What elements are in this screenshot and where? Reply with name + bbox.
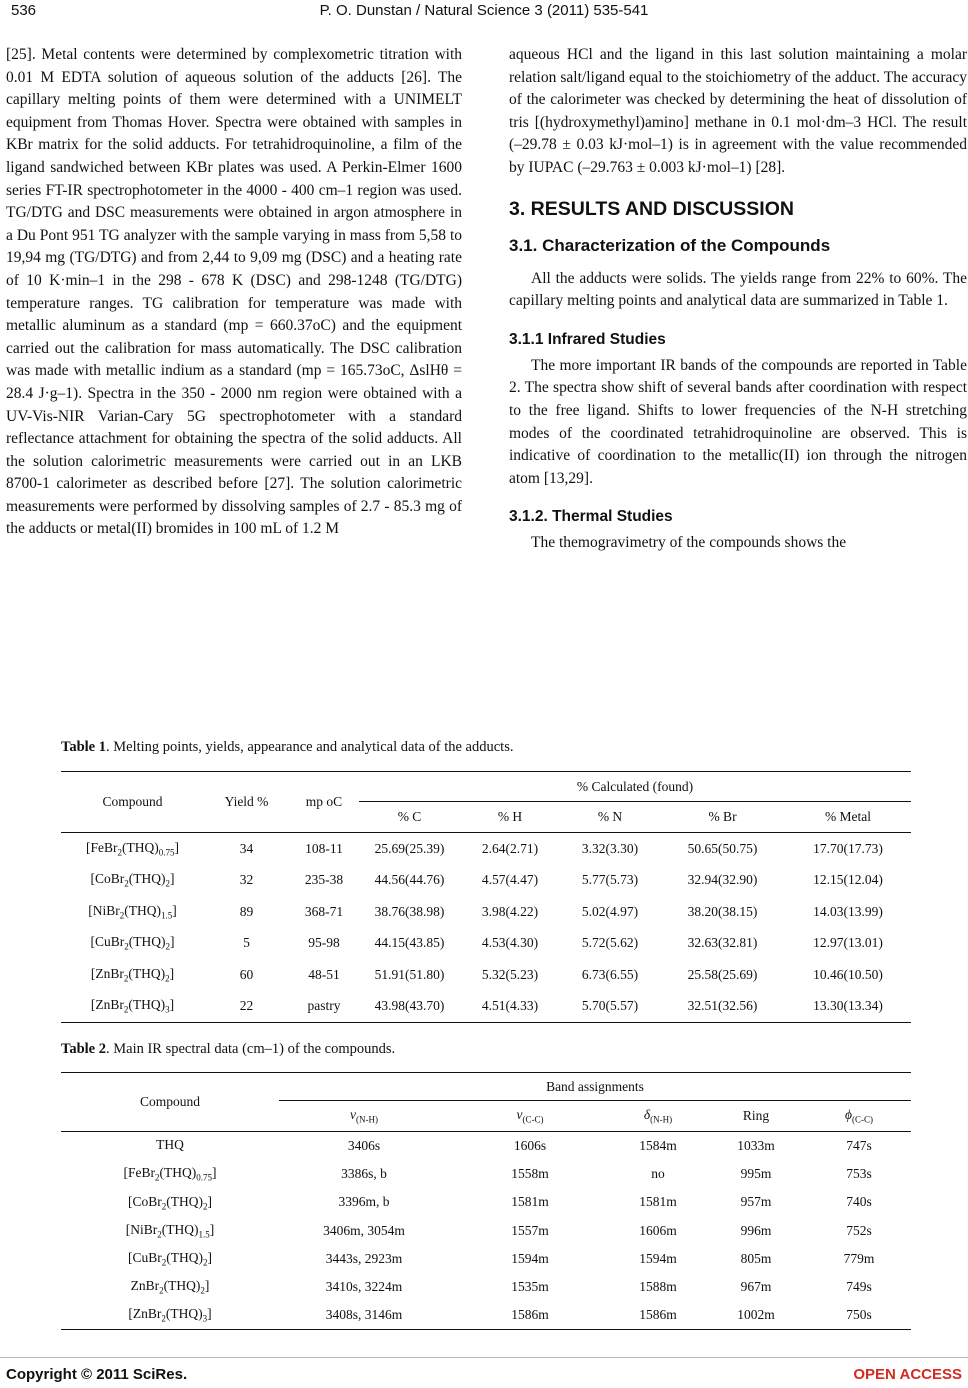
formula-part: ] <box>169 965 175 981</box>
table1-cell-metal: 13.30(13.34) <box>813 998 883 1014</box>
formula-part: (THQ) <box>159 1165 197 1181</box>
table2-cell-cc: 1558m <box>511 1166 549 1182</box>
formula-subscript: 2 <box>117 847 122 858</box>
table-row <box>61 896 911 928</box>
table2-cell-cc: 1535m <box>511 1279 549 1295</box>
table1-cell-n: 3.32(3.30) <box>581 840 639 856</box>
formula-subscript: 2 <box>161 1314 166 1325</box>
formula-part: (THQ) <box>161 1221 199 1237</box>
table2-cell-dnh: 1594m <box>639 1250 677 1266</box>
formula-subscript: 2 <box>159 1285 164 1296</box>
formula-subscript: 3 <box>165 1005 170 1016</box>
formula-subscript: 2 <box>155 1173 160 1184</box>
table1-cell-br: 32.63(32.81) <box>687 935 758 951</box>
table1-cell-mp: pastry <box>307 998 341 1014</box>
table1-cell-br: 38.20(38.15) <box>687 903 758 919</box>
table2-cell-nh: 3406s <box>347 1138 381 1154</box>
formula-subscript: 2 <box>123 973 129 984</box>
formula-subscript: 2 <box>123 1005 129 1016</box>
table1-cell-c: 43.98(43.70) <box>374 998 445 1014</box>
formula-part: [NiBr <box>125 1221 158 1237</box>
formula-part: ] <box>170 934 175 950</box>
formula-part: THQ <box>156 1137 184 1153</box>
copyright: Copyright © 2011 SciRes. <box>6 1366 188 1383</box>
formula-subscript: 2 <box>161 1201 167 1212</box>
table1-header-br: % Br <box>660 802 785 833</box>
formula-part: (THQ) <box>165 1306 203 1322</box>
table1-cell-mp: 235-38 <box>304 872 344 888</box>
table1-cell-br: 32.51(32.56) <box>687 998 758 1014</box>
table2-cell-phi: 749s <box>846 1279 872 1295</box>
table1-header-compound: Compound <box>102 794 163 809</box>
table1-header-c: % C <box>359 802 460 833</box>
table1-cell-n: 5.77(5.73) <box>581 872 639 888</box>
table2-cell-ring: 957m <box>740 1194 772 1210</box>
table1-cell-mp: 368-71 <box>304 903 344 919</box>
table2-header-band-assignments: Band assignments <box>546 1078 644 1094</box>
formula-part: ] <box>170 871 175 887</box>
table2-cell-phi: 752s <box>846 1222 872 1238</box>
right-paragraph-4: The themogravimetry of the compounds shows the <box>531 534 847 552</box>
table1-cell-mp: 108-11 <box>305 840 343 856</box>
formula-subscript: 1.5 <box>198 1229 210 1240</box>
compound-formula <box>61 991 204 1023</box>
table2-header-nu-cc: $\nu_{(C-C)}$ <box>449 1101 611 1132</box>
formula-part: [FeBr <box>123 1165 155 1181</box>
table1-cell-c: 44.15(43.85) <box>374 935 445 951</box>
table2-cell-phi: 747s <box>846 1138 872 1154</box>
compound-formula <box>61 1132 279 1161</box>
compound-formula <box>61 959 204 991</box>
table1-cell-h: 5.32(5.23) <box>481 966 539 982</box>
table1-header-metal: % Metal <box>785 802 911 833</box>
table2-cell-nh: 3408s, 3146m <box>325 1307 403 1323</box>
table1-cell-metal: 10.46(10.50) <box>813 966 883 982</box>
formula-part: ] <box>204 1278 210 1294</box>
formula-part: ZnBr <box>130 1278 160 1294</box>
table1-cell-metal: 12.15(12.04) <box>813 872 883 888</box>
formula-subscript: 0.75 <box>196 1173 212 1184</box>
table2-header-phi-cc: $\phi_{(C-C)}$ <box>807 1101 911 1132</box>
formula-subscript: 2 <box>203 1201 208 1212</box>
formula-part: (THQ) <box>124 902 161 918</box>
compound-formula <box>61 1273 279 1301</box>
table1 <box>61 771 911 1023</box>
subsubsection-heading-ir: 3.1.1 Infrared Studies <box>509 330 666 348</box>
formula-part: [CoBr <box>90 871 125 887</box>
table1-caption-text: . Melting points, yields, appearance and analytical data of the adducts. <box>106 739 514 755</box>
table2-cell-phi: 753s <box>846 1166 872 1182</box>
right-paragraph-2: All the adducts were solids. The yields range from 22% to 60%. The capillary melting points and analytical data are summarized in Table 1. <box>509 269 967 310</box>
formula-part: [ZnBr <box>128 1306 162 1322</box>
table1-cell-yield: 34 <box>239 840 254 856</box>
compound-formula <box>61 1188 279 1216</box>
formula-subscript: 2 <box>165 879 170 890</box>
table2-caption <box>61 1041 395 1058</box>
footer-rule <box>0 1357 968 1358</box>
subsubsection-heading-thermal: 3.1.2. Thermal Studies <box>509 508 673 526</box>
formula-subscript: 2 <box>124 942 129 953</box>
formula-part: ] <box>212 1165 217 1181</box>
formula-part: ] <box>207 1306 212 1322</box>
right-paragraph-3: The more important IR bands of the compounds are reported in Table 2. The spectra show shift of several bands after coordination with respect to the free ligand. Shifts to lower frequencies of the N-H stretching modes of the coordinated tetrahidroquinoline are observed. This is indicative of coordination to the metallic(II) ion through the nitrogen atom [13,29]. <box>509 356 967 487</box>
table2-cell-dnh: no <box>651 1166 665 1182</box>
table2-label: Table 2 <box>61 1041 106 1057</box>
table1-cell-yield: 60 <box>239 966 254 982</box>
table2-cell-dnh: 1586m <box>639 1307 677 1323</box>
table1-cell-yield: 89 <box>239 903 254 919</box>
table2 <box>61 1072 911 1330</box>
table1-cell-metal: 14.03(13.99) <box>813 903 883 919</box>
table-row <box>61 1301 911 1330</box>
table1-header-yield: Yield % <box>224 794 269 809</box>
table2-cell-phi: 740s <box>846 1194 872 1210</box>
formula-subscript: 2 <box>157 1229 162 1240</box>
formula-subscript: 2 <box>124 879 129 890</box>
table1-label: Table 1 <box>61 739 106 755</box>
table1-cell-h: 3.98(4.22) <box>481 903 539 919</box>
table-row <box>61 833 911 865</box>
compound-formula <box>61 1160 279 1188</box>
formula-part: (THQ) <box>128 934 166 950</box>
table-row <box>61 865 911 897</box>
table1-cell-yield: 32 <box>239 872 254 888</box>
compound-formula <box>61 1301 279 1330</box>
right-column <box>509 44 967 555</box>
formula-part: [CuBr <box>90 934 125 950</box>
formula-subscript: 2 <box>203 1257 208 1268</box>
formula-part: (THQ) <box>163 1278 201 1294</box>
formula-subscript: 0.75 <box>158 847 175 858</box>
compound-formula <box>61 896 204 928</box>
table1-header-h: % H <box>460 802 560 833</box>
compound-formula <box>61 865 204 897</box>
table1-cell-h: 4.53(4.30) <box>481 935 539 951</box>
table2-cell-phi: 779m <box>843 1250 875 1266</box>
table2-cell-cc: 1557m <box>511 1222 549 1238</box>
table1-cell-mp: 95-98 <box>308 935 340 951</box>
table2-header-ring: Ring <box>705 1101 807 1132</box>
table-row <box>61 1160 911 1188</box>
left-column <box>6 44 462 541</box>
formula-subscript: 2 <box>165 973 170 984</box>
formula-part: [FeBr <box>86 839 118 855</box>
table1-cell-h: 4.51(4.33) <box>481 998 539 1014</box>
table2-header-compound: Compound <box>139 1094 200 1109</box>
section-heading-results: 3. RESULTS AND DISCUSSION <box>509 197 794 220</box>
table2-header-nu-nh: $\nu_{(N-H)}$ <box>279 1101 449 1132</box>
table-row <box>61 928 911 960</box>
right-paragraph-1: aqueous HCl and the ligand in this last solution maintaining a molar relation salt/ligand equal to the stoichiometry of the adduct. The accuracy of the calorimeter was checked by determining the heat of dissolution of tris [(hydroxymethyl)amino] methane in 0.1 mol·dm–3 HCl. The result (–29.78 ± 0.03 kJ·mol–1) is in agreement with the value recommended by IUPAC (–29.763 ± 0.003 kJ·mol–1) [28]. <box>509 46 967 176</box>
table-row <box>61 991 911 1023</box>
table1-cell-yield: 22 <box>239 998 254 1014</box>
table2-cell-ring: 967m <box>740 1279 772 1295</box>
table1-cell-n: 5.02(4.97) <box>581 903 639 919</box>
table2-cell-cc: 1586m <box>511 1307 549 1323</box>
table1-cell-br: 25.58(25.69) <box>687 966 758 982</box>
running-title: P. O. Dunstan / Natural Science 3 (2011) 535-541 <box>319 2 649 19</box>
table1-cell-c: 38.76(38.98) <box>374 903 445 919</box>
formula-part: [CuBr <box>128 1250 162 1265</box>
table1-cell-yield: 5 <box>243 935 250 951</box>
table2-cell-dnh: 1606m <box>639 1222 677 1238</box>
formula-part: (THQ) <box>122 839 159 855</box>
table2-cell-nh: 3443s, 2923m <box>325 1250 403 1266</box>
table1-cell-h: 4.57(4.47) <box>481 872 539 888</box>
table1-caption <box>61 739 513 756</box>
formula-part: [NiBr <box>88 902 120 918</box>
formula-part: ] <box>172 902 177 918</box>
table1-header-mp: mp oC <box>305 794 343 809</box>
table1-cell-c: 44.56(44.76) <box>374 872 445 888</box>
table-row <box>61 1188 911 1216</box>
table1-cell-c: 25.69(25.39) <box>374 840 445 856</box>
formula-subscript: 1.5 <box>161 910 173 921</box>
formula-part: [CoBr <box>128 1193 162 1209</box>
table-row <box>61 1245 911 1273</box>
compound-formula <box>61 1217 279 1245</box>
table1-cell-mp: 48-51 <box>308 966 340 982</box>
table2-cell-ring: 1033m <box>737 1138 775 1154</box>
formula-subscript: 2 <box>165 942 170 953</box>
table1-cell-br: 32.94(32.90) <box>687 872 758 888</box>
table-row <box>61 1273 911 1301</box>
table2-cell-dnh: 1584m <box>639 1138 677 1154</box>
table2-cell-cc: 1606s <box>513 1138 547 1154</box>
open-access-label: OPEN ACCESS <box>853 1366 962 1383</box>
table1-cell-h: 2.64(2.71) <box>481 840 539 856</box>
formula-part: (THQ) <box>166 1250 203 1265</box>
formula-part: (THQ) <box>128 997 166 1013</box>
table2-header-delta-nh: $\delta_{(N-H)}$ <box>611 1101 705 1132</box>
compound-formula <box>61 1245 279 1273</box>
formula-subscript: 3 <box>202 1314 208 1325</box>
table2-cell-nh: 3406m, 3054m <box>323 1222 405 1238</box>
subsection-heading-characterization: 3.1. Characterization of the Compounds <box>509 235 831 255</box>
table2-cell-cc: 1581m <box>511 1194 549 1210</box>
table2-cell-ring: 805m <box>740 1250 772 1266</box>
table2-cell-phi: 750s <box>846 1307 872 1323</box>
formula-part: ] <box>209 1221 215 1237</box>
table2-caption-text: . Main IR spectral data (cm–1) of the compounds. <box>106 1041 396 1057</box>
table1-cell-br: 50.65(50.75) <box>687 840 758 856</box>
formula-part: (THQ) <box>166 1193 203 1209</box>
table2-cell-nh: 3386s, b <box>341 1166 387 1182</box>
table2-cell-nh: 3396m, b <box>338 1194 390 1210</box>
formula-part: [ZnBr <box>90 997 124 1013</box>
page-number: 536 <box>11 2 37 19</box>
formula-part: ] <box>207 1250 212 1265</box>
compound-formula <box>61 928 204 960</box>
table2-cell-nh: 3410s, 3224m <box>325 1279 403 1295</box>
formula-part: ] <box>169 997 175 1013</box>
formula-part: (THQ) <box>128 965 166 981</box>
table2-cell-ring: 996m <box>740 1222 772 1238</box>
formula-subscript: 2 <box>200 1285 205 1296</box>
table2-cell-dnh: 1581m <box>639 1194 677 1210</box>
formula-part: ] <box>174 839 179 855</box>
table1-cell-n: 5.72(5.62) <box>581 935 639 951</box>
table1-cell-metal: 17.70(17.73) <box>813 840 883 856</box>
table1-cell-n: 5.70(5.57) <box>581 998 639 1014</box>
table2-cell-ring: 1002m <box>737 1307 775 1323</box>
formula-part: (THQ) <box>128 871 166 887</box>
formula-part: ] <box>207 1193 212 1209</box>
left-paragraph: [25]. Metal contents were determined by complexometric titration with 0.01 M EDTA solution of aqueous solution of the adducts [26]. The capillary melting points of them were determined with a UNIMELT equipment from Thomas Hover. Spectra were obtained with samples in KBr matrix for the solid adducts. For tetrahidroquinoline, a film of the ligand sandwiched between KBr plates was used. A Perkin-Elmer 1600 series FT-IR spectrophotometer in the 4000 - 400 cm–1 region was used. TG/DTG and DSC measurements were obtained in argon atmosphere in a Du Pont 951 TG analyzer with the sample varying in mass from 5,58 to 19,94 mg (TG/DTG) and from 2,44 to 9,09 mg (DSC) and a heating rate of 10 K·min–1 in the 298 - 678 K (DSC) and 298-1248 (TG/DTG) temperature ranges. TG calibration for temperature was made with metallic aluminum as a standard (mp = 660.37oC) and the equipment carried out the calibration for mass automatically. The DSC calibration was made with metallic indium as a standard (mp = 165.73oC, ΔslHθ = 28.4 J·g–1). Spectra in the 350 - 2000 nm region were obtained with a UV-Vis-NIR Varian-Cary 5G spectrophotometer with a standard reflectance attachment for obtaining the spectra of the solid adducts. All the solution calorimetric measurements were carried out in an LKB 8700-1 calorimeter as described before [27]. The solution calorimetric measurements were performed by dissolving samples of 2.7 - 85.3 mg of the adducts or metal(II) bromides in 100 mL of 1.2 M <box>6 46 462 538</box>
table-row <box>61 959 911 991</box>
table1-header-calculated: % Calculated (found) <box>576 778 694 794</box>
table1-header-n: % N <box>560 802 660 833</box>
formula-subscript: 2 <box>161 1257 167 1268</box>
compound-formula <box>61 833 204 865</box>
table-row <box>61 1217 911 1245</box>
table1-cell-metal: 12.97(13.01) <box>813 935 883 951</box>
table1-cell-n: 6.73(6.55) <box>581 966 639 982</box>
table2-cell-cc: 1594m <box>511 1250 549 1266</box>
formula-part: [ZnBr <box>90 965 124 981</box>
table-row <box>61 1132 911 1161</box>
table2-cell-dnh: 1588m <box>639 1279 677 1295</box>
table1-cell-c: 51.91(51.80) <box>374 966 445 982</box>
formula-subscript: 2 <box>119 910 125 921</box>
table2-cell-ring: 995m <box>740 1166 772 1182</box>
